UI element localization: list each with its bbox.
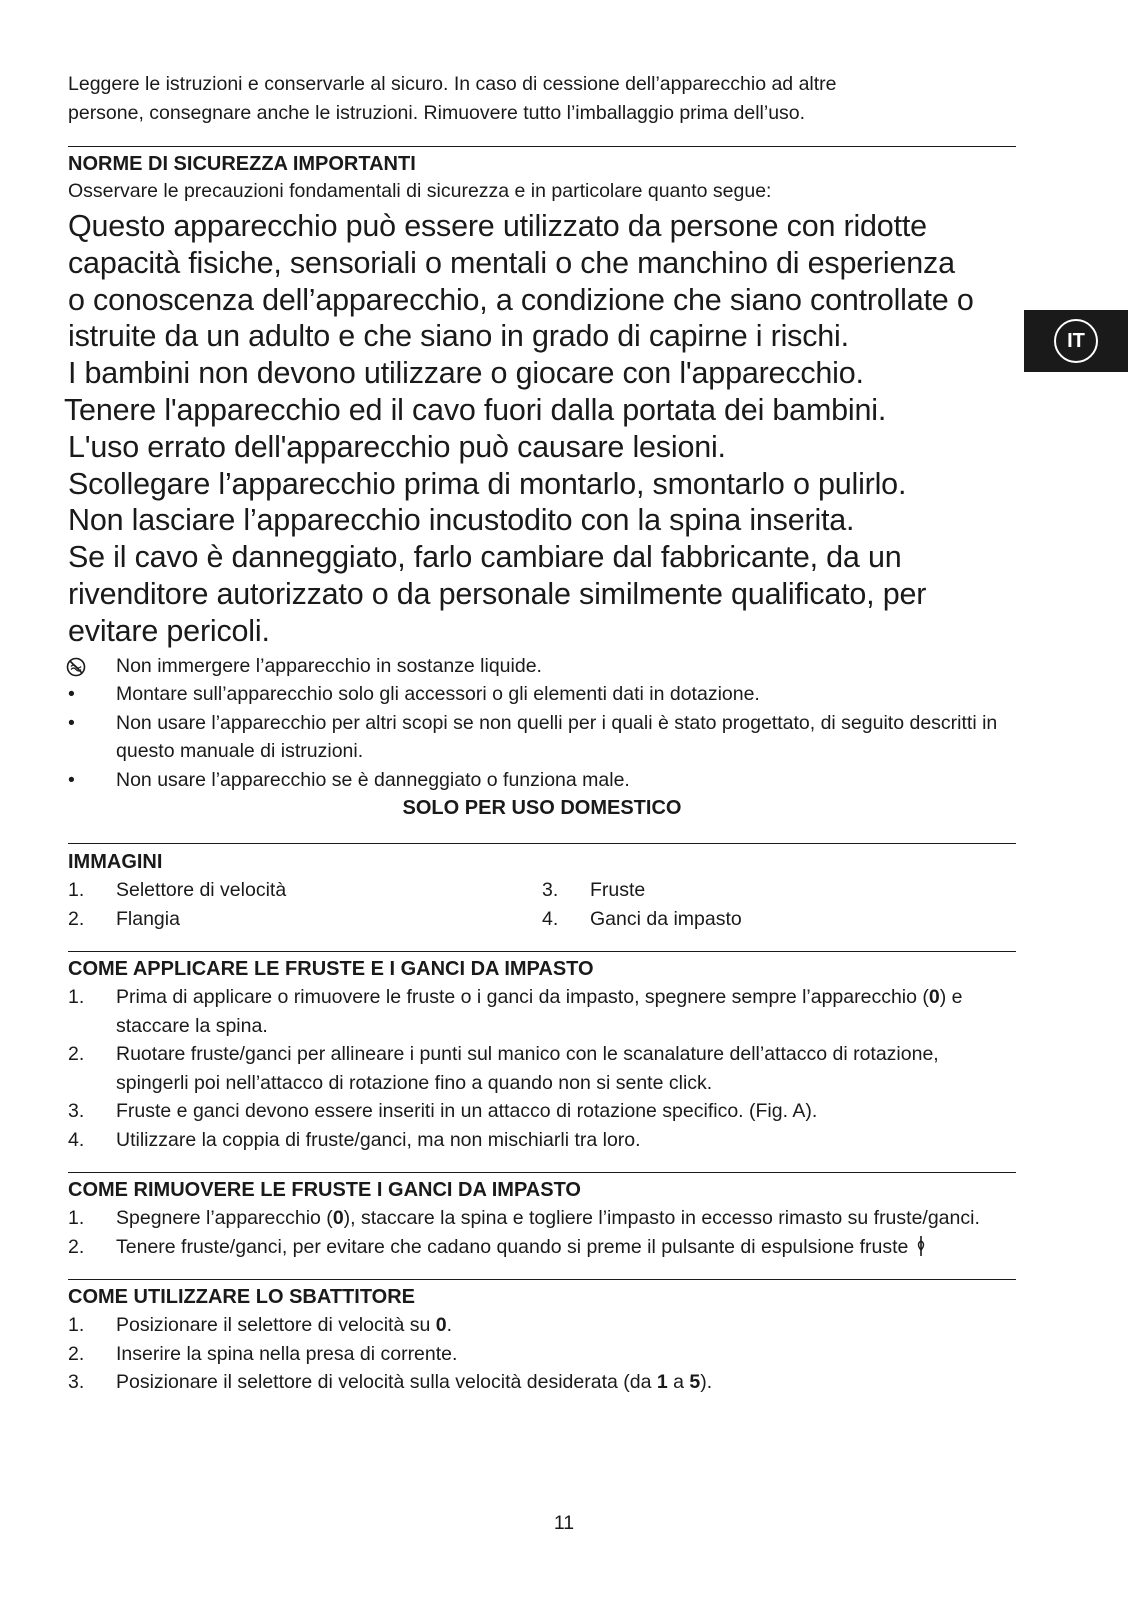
remove-steps bbox=[68, 1204, 1016, 1261]
step-number: 1. bbox=[68, 1314, 85, 1337]
step-text: Utilizzare la coppia di fruste/ganci, ma non mischiarli tra loro. bbox=[116, 1128, 641, 1151]
step-text: ) e staccare la spina. bbox=[116, 986, 963, 1037]
list-item bbox=[68, 1311, 1016, 1340]
item-label: Fruste bbox=[590, 879, 646, 902]
item-number: 2. bbox=[68, 907, 85, 930]
warning-line: Tenere l'apparecchio ed il cavo fuori dalla portata dei bambini. bbox=[64, 392, 887, 427]
warning-line: o conoscenza dell’apparecchio, a condizione che siano controllate o bbox=[68, 282, 974, 317]
step-number: 1. bbox=[68, 986, 85, 1009]
step-text: Ruotare fruste/ganci per allineare i punti sul manico con le scanalature dell’attacco di rotazione, spingerli poi nell’attacco di rotazione fino a quando non si sente click. bbox=[116, 1043, 939, 1094]
list-item bbox=[68, 1368, 1016, 1397]
step-text: ), staccare la spina e togliere l’impasto in eccesso rimasto su fruste/ganci. bbox=[343, 1207, 980, 1230]
list-item bbox=[68, 1233, 1016, 1262]
list-item bbox=[68, 876, 542, 905]
divider bbox=[68, 146, 1016, 147]
step-bold: 5 bbox=[689, 1371, 701, 1394]
step-number: 4. bbox=[68, 1128, 85, 1151]
item-number: 4. bbox=[542, 907, 559, 930]
bullet-dot: • bbox=[68, 768, 75, 791]
intro-line-1: Leggere le istruzioni e conservarle al sicuro. In caso di cessione dell’apparecchio ad altre bbox=[68, 73, 837, 95]
step-text: Posizionare il selettore di velocità su bbox=[116, 1314, 436, 1337]
step-bold: 0 bbox=[332, 1207, 344, 1230]
list-item bbox=[68, 709, 1016, 766]
list-item bbox=[542, 905, 1016, 934]
apply-steps bbox=[68, 983, 1016, 1154]
warning-line: Questo apparecchio può essere utilizzato da persone con ridotte bbox=[68, 209, 927, 243]
item-number: 3. bbox=[542, 879, 559, 902]
bullet-text: Non usare l’apparecchio se è danneggiato o funziona male. bbox=[116, 768, 630, 791]
step-number: 2. bbox=[68, 1342, 85, 1365]
step-number: 2. bbox=[68, 1043, 85, 1066]
step-number: 3. bbox=[68, 1100, 85, 1123]
images-list bbox=[68, 876, 1016, 933]
step-number: 3. bbox=[68, 1371, 85, 1394]
list-item bbox=[68, 652, 1016, 681]
list-item bbox=[542, 876, 1016, 905]
list-item bbox=[68, 1204, 1016, 1233]
step-number: 2. bbox=[68, 1235, 85, 1258]
domestic-use-note: SOLO PER USO DOMESTICO bbox=[402, 797, 682, 820]
safety-bullets bbox=[68, 652, 1016, 795]
bullet-dot: • bbox=[68, 711, 75, 734]
step-bold: 1 bbox=[656, 1371, 668, 1394]
item-number: 1. bbox=[68, 879, 85, 902]
bullet-dot: • bbox=[68, 683, 75, 706]
step-text: Tenere fruste/ganci, per evitare che cadano quando si preme il pulsante di espulsione fruste bbox=[116, 1235, 914, 1258]
item-label: Flangia bbox=[116, 907, 180, 930]
warning-line: capacità fisiche, sensoriali o mentali o che manchino di esperienza bbox=[68, 245, 955, 280]
page-content bbox=[64, 70, 1016, 1397]
remove-heading: COME RIMUOVERE LE FRUSTE I GANCI DA IMPASTO bbox=[68, 1179, 581, 1202]
item-label: Ganci da impasto bbox=[590, 907, 742, 930]
warning-line: rivenditore autorizzato o da personale similmente qualificato, per bbox=[68, 576, 927, 611]
step-text: Prima di applicare o rimuovere le fruste o i ganci da impasto, spegnere sempre l’apparecchio ( bbox=[116, 986, 929, 1009]
warning-line: Scollegare l’apparecchio prima di montarlo, smontarlo o pulirlo. bbox=[68, 466, 907, 501]
warning-line: Non lasciare l’apparecchio incustodito con la spina inserita. bbox=[68, 503, 855, 538]
language-tab bbox=[1024, 310, 1128, 372]
images-heading: IMMAGINI bbox=[68, 851, 163, 874]
intro-line-2: persone, consegnare anche le istruzioni. Rimuovere tutto l’imballaggio prima dell’uso. bbox=[68, 101, 806, 124]
divider bbox=[68, 843, 1016, 844]
step-number: 1. bbox=[68, 1207, 85, 1230]
use-heading: COME UTILIZZARE LO SBATTITORE bbox=[68, 1286, 416, 1309]
warning-line: istruite da un adulto e che siano in grado di capirne i rischi. bbox=[68, 319, 849, 354]
divider bbox=[68, 951, 1016, 952]
language-code: IT bbox=[1054, 319, 1098, 363]
step-text: a bbox=[667, 1371, 690, 1394]
list-item bbox=[68, 766, 1016, 795]
step-text: Spegnere l’apparecchio ( bbox=[116, 1207, 333, 1230]
step-text: ). bbox=[700, 1371, 713, 1394]
step-text: Posizionare il selettore di velocità sulla velocità desiderata (da bbox=[116, 1371, 657, 1394]
step-text: . bbox=[446, 1314, 453, 1337]
bullet-text: Non usare l’apparecchio per altri scopi se non quelli per i quali è stato progettato, di seguito descritti in questo manuale di istruzioni. bbox=[116, 711, 998, 763]
list-item bbox=[68, 1097, 1016, 1126]
bullet-text: Montare sull’apparecchio solo gli accessori o gli elementi dati in dotazione. bbox=[116, 683, 760, 706]
warning-line: evitare pericoli. bbox=[68, 613, 270, 648]
eject-button-icon bbox=[914, 1235, 928, 1257]
warning-line: Se il cavo è danneggiato, farlo cambiare dal fabbricante, da un bbox=[68, 540, 902, 575]
divider bbox=[68, 1172, 1016, 1173]
item-label: Selettore di velocità bbox=[116, 879, 287, 902]
bullet-text: Non immergere l’apparecchio in sostanze liquide. bbox=[116, 654, 542, 677]
apply-heading: COME APPLICARE LE FRUSTE E I GANCI DA IMPASTO bbox=[68, 958, 594, 981]
warning-line: L'uso errato dell'apparecchio può causare lesioni. bbox=[68, 429, 726, 464]
warning-line: I bambini non devono utilizzare o giocare con l'apparecchio. bbox=[68, 356, 864, 391]
list-item bbox=[68, 905, 542, 934]
list-item bbox=[68, 680, 1016, 709]
list-item bbox=[68, 983, 1016, 1040]
page-number: 11 bbox=[553, 1512, 575, 1534]
step-bold: 0 bbox=[928, 986, 940, 1009]
list-item bbox=[68, 1040, 1016, 1097]
step-text: Fruste e ganci devono essere inseriti in un attacco di rotazione specifico. (Fig. A). bbox=[116, 1100, 818, 1123]
safety-heading: NORME DI SICUREZZA IMPORTANTI bbox=[68, 153, 416, 175]
step-bold: 0 bbox=[435, 1314, 447, 1337]
safety-warnings bbox=[64, 208, 1016, 650]
safety-lead: Osservare le precauzioni fondamentali di sicurezza e in particolare quanto segue: bbox=[68, 180, 772, 202]
use-steps bbox=[68, 1311, 1016, 1397]
list-item bbox=[68, 1340, 1016, 1369]
step-text: Inserire la spina nella presa di corrente. bbox=[116, 1342, 458, 1365]
list-item bbox=[68, 1126, 1016, 1155]
divider bbox=[68, 1279, 1016, 1280]
